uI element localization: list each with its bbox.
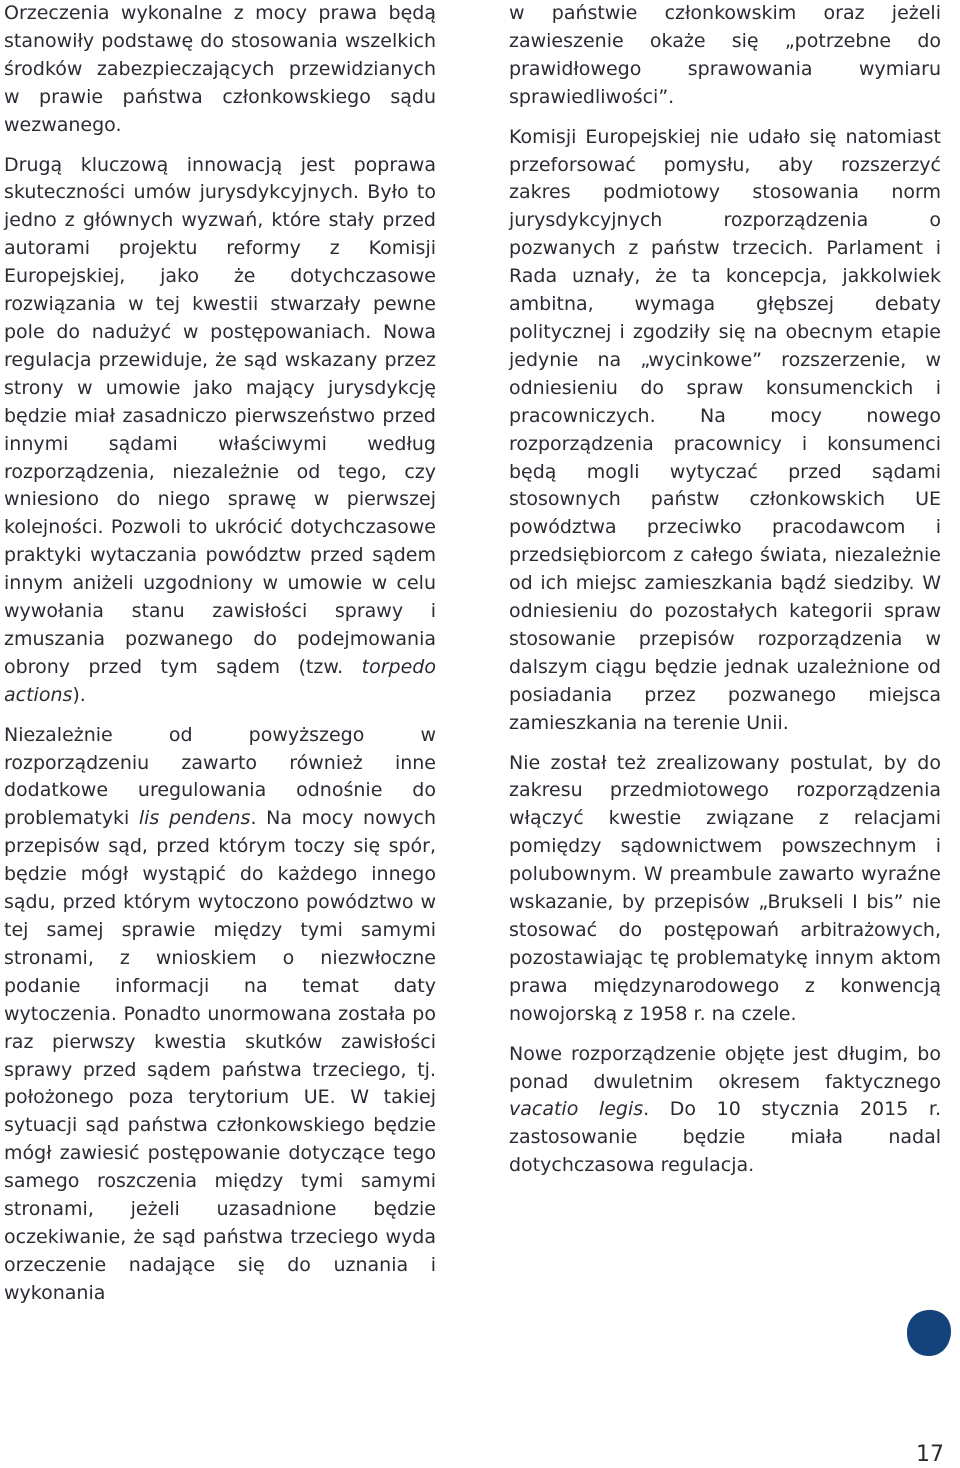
italic-term: torpedo actions (4, 655, 436, 706)
italic-term: vacatio legis (509, 1098, 644, 1121)
paragraph-text: Komisji Europejskiej nie udało się natomiast przeforsować pomysłu, aby rozszerzyć zakres podmiotowy stosowania norm jurysdykcyjnych rozporządzenia o pozwanych z państw trzecich. Parlament i Rada uznały, że ta koncepcja, jakkolwiek ambitna, wymaga głębszej debaty politycznej i zgodziły się na obecnym etapie jedynie na „wycinkowe” rozszerzenie, w odniesieniu do spraw konsumenckich i pracowniczych. Na mocy nowego rozporządzenia pracownicy i konsumenci będą mogli wytyczać przed sądami stosownych państw członkowskich UE powództwa przeciwko pracodawcom i przedsiębiorcom z całego świata, niezależnie od ich miejsc zamieszkania bądź siedziby. W odniesieniu do pozostałych kategorii spraw stosowanie przepisów rozporządzenia w dalszym ciągu będzie jednak uzależnione od posiadania przez pozwanego miejsca zamieszkania na terenie Unii. (509, 125, 941, 734)
paragraph-text: Nowe rozporządzenie objęte jest długim, bo ponad dwuletnim okresem faktycznego (509, 1042, 941, 1093)
paragraph (509, 124, 941, 738)
paragraph-text: Nie został też zrealizowany postulat, by do zakresu przedmiotowego rozporządzenia włączyć kwestie związane z relacjami pomiędzy sądownictwem powszechnym i polubownym. W preambule zawarto wyraźne wskazanie, by przepisów „Brukseli I bis” nie stosować do postępowań arbitrażowych, pozostawiając tę problematykę innym aktom prawa międzynarodowego z konwencją nowojorską z 1958 r. na czele. (509, 751, 941, 1025)
paragraph-text: w państwie członkowskim oraz jeżeli zawieszenie okaże się „potrzebne do prawidłowego sprawowania wymiaru sprawiedliwości”. (509, 2, 941, 108)
paragraph (509, 1041, 941, 1181)
paragraph (509, 750, 941, 1029)
paragraph-text: Drugą kluczową innowacją jest poprawa skuteczności umów jurysdykcyjnych. Było to jedno z głównych wyzwań, które stały przed autorami projektu reformy z Komisji Europejskiej, jako że dotychczasowe rozwiązania w tej kwestii stwarzały pewne pole do nadużyć w postępowaniach. Nowa regulacja przewiduje, że sąd wskazany przez strony w umowie jako mający jurysdykcję będzie miał zasadniczo pierwszeństwo przed innymi sądami właściwymi według rozporządzenia, niezależnie od tego, czy wniesiono do niego sprawę w pierwszej kolejności. Pozwoli to ukrócić dotychczasowe praktyki wytaczania powództw przed sądem innym aniżeli uzgodniony w umowie w celu wywołania stanu zawisłości sprawy i zmuszania pozwanego do podejmowania obrony przed tym sądem (tzw. (4, 153, 436, 678)
paragraph-text: . Do 10 stycznia 2015 r. zastosowanie będzie miała nadal dotychczasowa regulacja. (509, 1098, 942, 1177)
italic-term: lis pendens (138, 807, 251, 830)
decorative-blob-icon (906, 1308, 952, 1358)
right-column (509, 0, 941, 1192)
paragraph (4, 0, 436, 140)
paragraph-text: Niezależnie od powyższego w rozporządzeniu zawarto również inne dodatkowe uregulowania odnośnie do problematyki (4, 723, 436, 830)
paragraph-text: . Na mocy nowych przepisów sąd, przed którym toczy się spór, będzie mógł wystąpić do każdego innego sądu, przed którym wytoczono powództwo w tej samej sprawie między tymi samymi stronami, z wnioskiem o niezwłoczne podanie informacji na temat daty wytoczenia. Ponadto unormowana została po raz pierwszy kwestia skutków zawisłości sprawy przed sądem państwa trzeciego, tj. położonego poza terytorium UE. W takiej sytuacji sąd państwa członkowskiego będzie mógł zawiesić postępowanie dotyczące tego samego roszczenia między tymi samymi stronami, jeżeli uzasadnione będzie oczekiwanie, że sąd państwa trzeciego wyda orzeczenie nadające się do uznania i wykonania (4, 807, 437, 1304)
page-number: 17 (916, 1442, 944, 1467)
paragraph-text: Orzeczenia wykonalne z mocy prawa będą stanowiły podstawę do stosowania wszelkich środków zabezpieczających przewidzianych w prawie państwa członkowskiego sądu wezwanego. (4, 2, 436, 136)
left-column (4, 0, 436, 1320)
paragraph-text: ). (72, 683, 86, 706)
paragraph (4, 152, 436, 710)
paragraph (4, 722, 436, 1308)
paragraph (509, 0, 941, 112)
